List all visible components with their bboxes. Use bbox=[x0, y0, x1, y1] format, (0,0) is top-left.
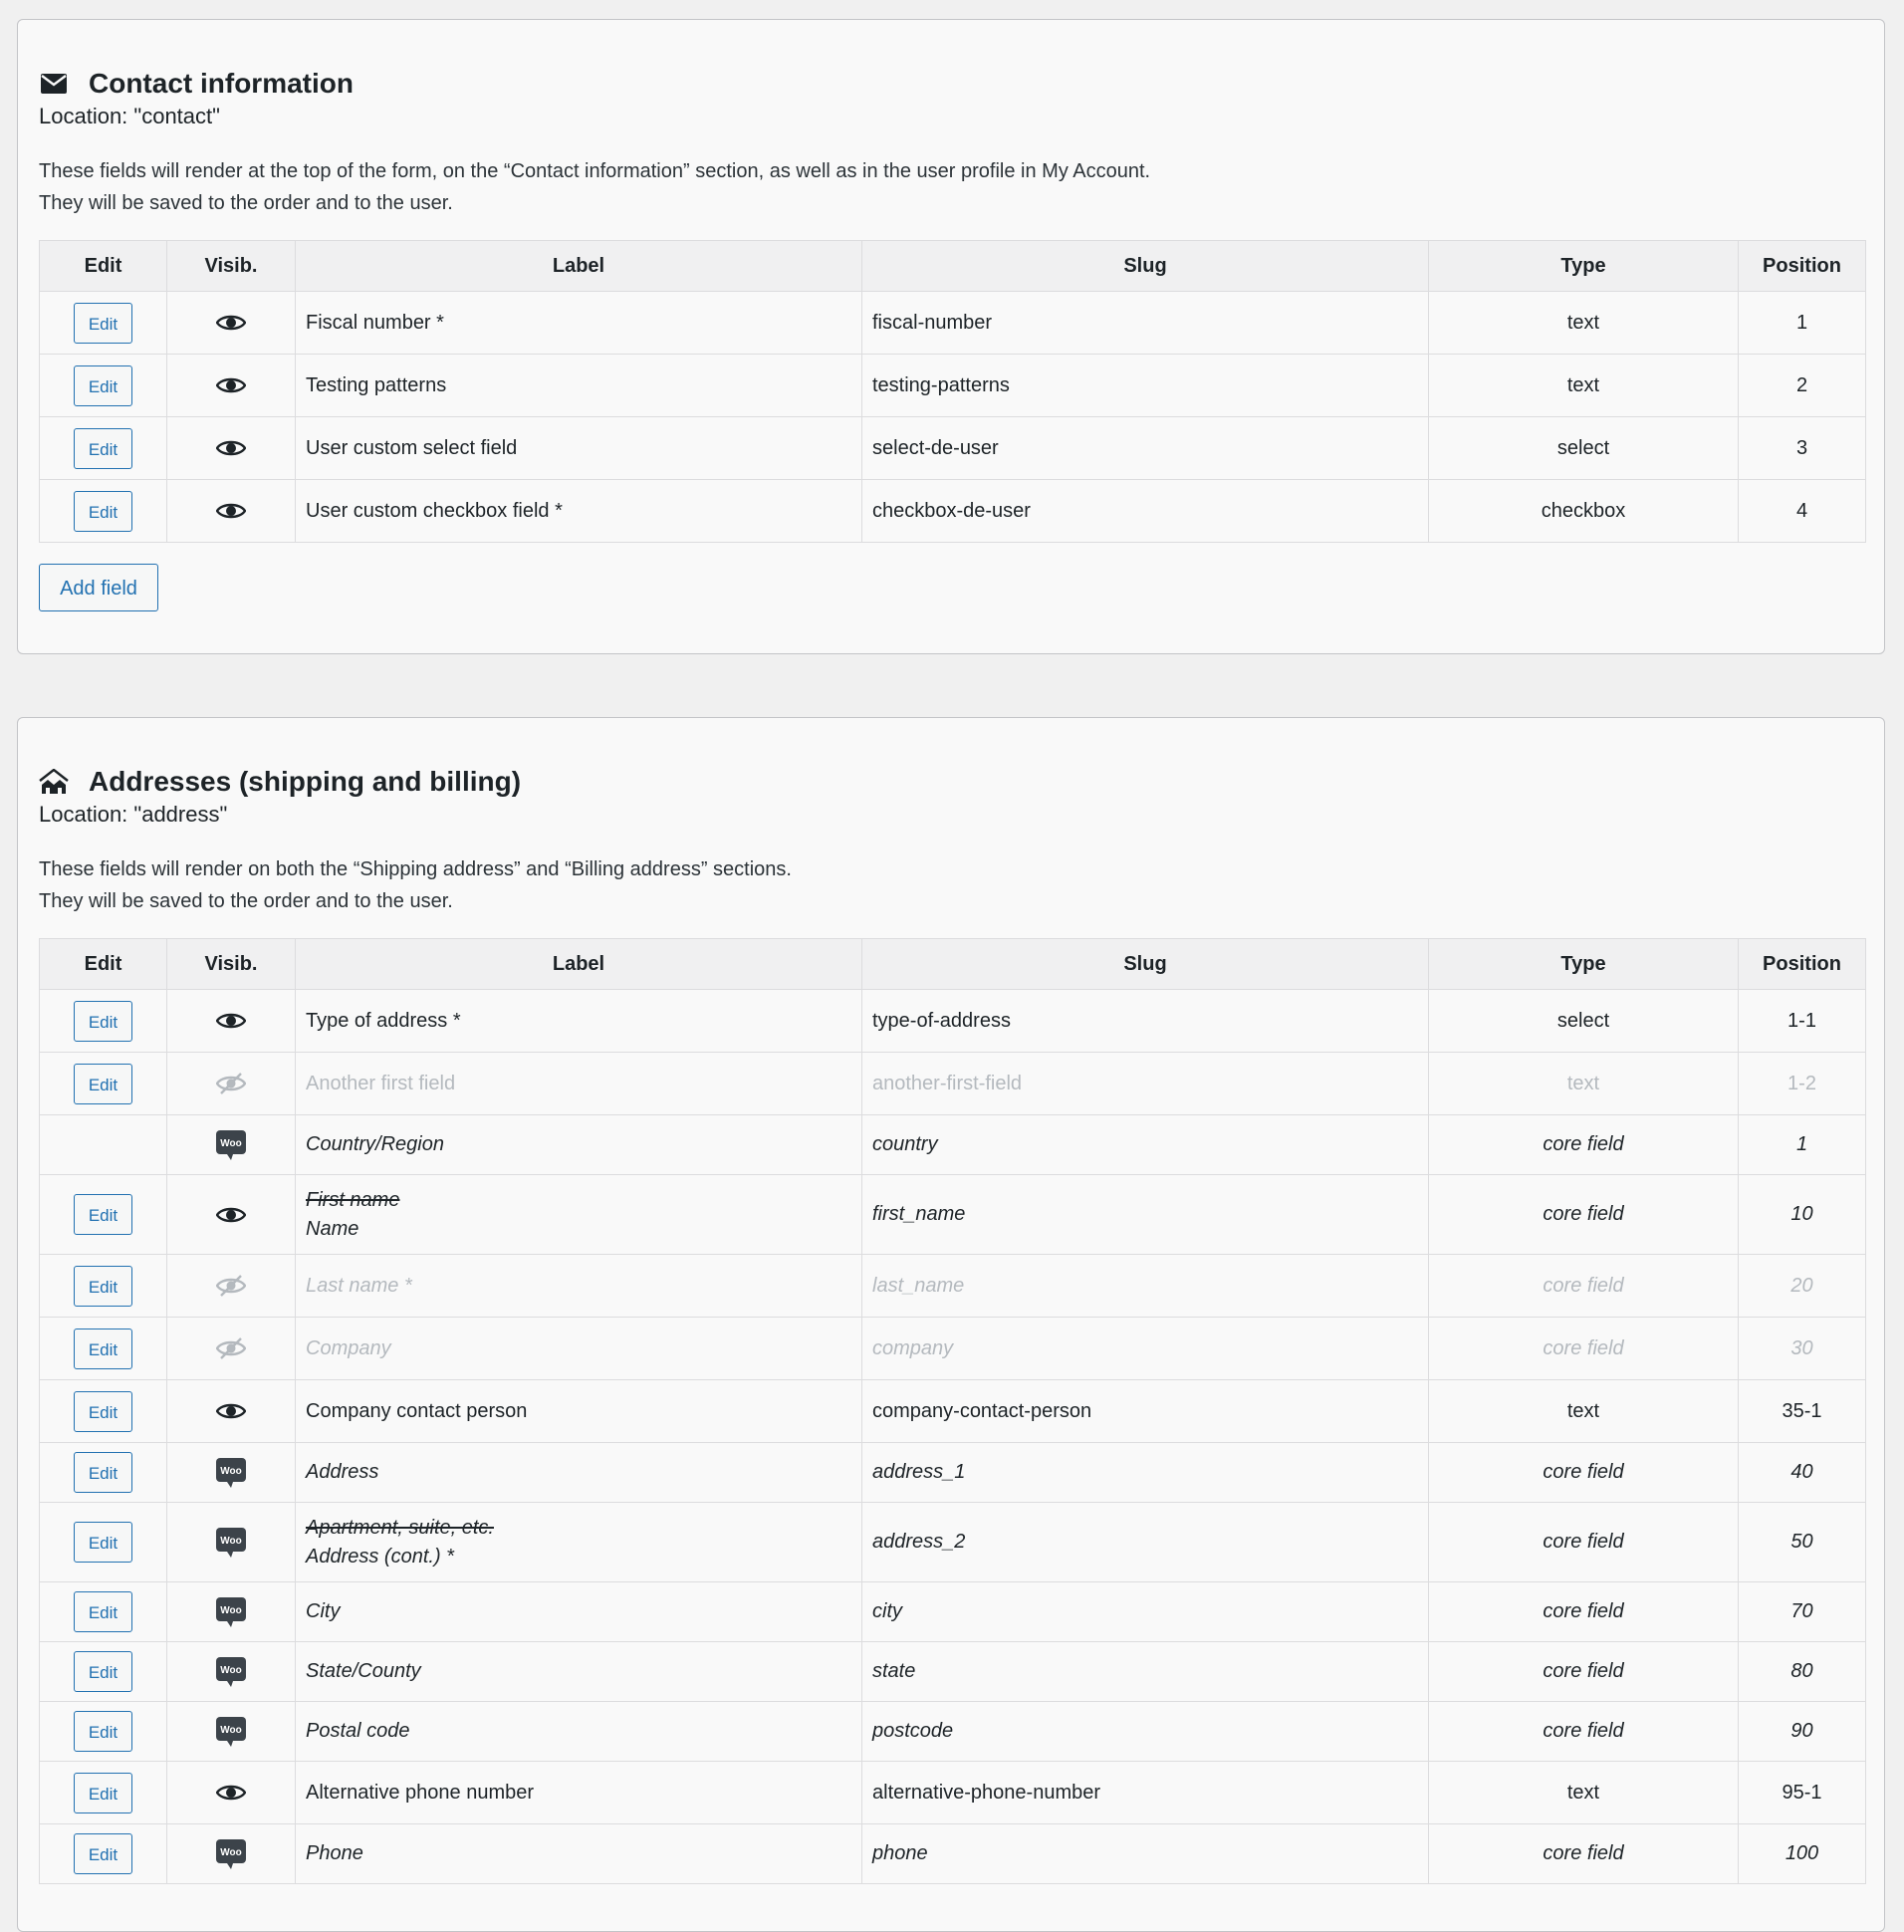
table-row bbox=[40, 480, 1866, 543]
position-cell: 40 bbox=[1739, 1443, 1866, 1503]
edit-button[interactable]: Edit bbox=[74, 1452, 132, 1493]
eye-off-icon[interactable] bbox=[216, 1274, 246, 1298]
label-cell: Country/Region bbox=[296, 1115, 862, 1175]
position-cell: 1-1 bbox=[1739, 990, 1866, 1053]
address-description bbox=[39, 853, 792, 917]
slug-cell: alternative-phone-number bbox=[862, 1762, 1429, 1824]
col-header-position: Position bbox=[1739, 241, 1866, 292]
slug-cell: company-contact-person bbox=[862, 1380, 1429, 1443]
position-cell: 1-2 bbox=[1739, 1053, 1866, 1115]
contact-desc-line2: They will be saved to the order and to the user. bbox=[39, 192, 453, 214]
contact-panel bbox=[17, 19, 1885, 654]
type-cell: core field bbox=[1429, 1824, 1739, 1884]
custom-label: Address (cont.) * bbox=[306, 1545, 454, 1568]
houses-icon bbox=[39, 767, 69, 797]
edit-cell bbox=[40, 1702, 167, 1762]
table-row bbox=[40, 417, 1866, 480]
type-cell: core field bbox=[1429, 1582, 1739, 1642]
table-row bbox=[40, 1503, 1866, 1582]
contact-title-row bbox=[39, 66, 354, 102]
woo-icon bbox=[215, 1527, 247, 1559]
woo-icon bbox=[215, 1838, 247, 1870]
edit-button[interactable]: Edit bbox=[74, 1711, 132, 1752]
edit-cell bbox=[40, 1503, 167, 1582]
eye-icon[interactable] bbox=[216, 438, 246, 458]
col-header-label: Label bbox=[296, 939, 862, 990]
edit-cell bbox=[40, 292, 167, 355]
slug-cell: country bbox=[862, 1115, 1429, 1175]
type-cell: core field bbox=[1429, 1318, 1739, 1380]
visibility-cell bbox=[167, 1380, 296, 1443]
woo-icon bbox=[215, 1656, 247, 1688]
edit-button[interactable]: Edit bbox=[74, 1266, 132, 1307]
label-cell: Phone bbox=[296, 1824, 862, 1884]
table-header-row bbox=[40, 939, 1866, 990]
position-cell: 100 bbox=[1739, 1824, 1866, 1884]
edit-button[interactable]: Edit bbox=[74, 428, 132, 469]
eye-icon[interactable] bbox=[216, 1401, 246, 1421]
visibility-cell bbox=[167, 1824, 296, 1884]
edit-button[interactable]: Edit bbox=[74, 1651, 132, 1692]
edit-cell bbox=[40, 1443, 167, 1503]
type-cell: text bbox=[1429, 355, 1739, 417]
slug-cell: testing-patterns bbox=[862, 355, 1429, 417]
slug-cell: checkbox-de-user bbox=[862, 480, 1429, 543]
position-cell: 20 bbox=[1739, 1255, 1866, 1318]
svg-text:Woo: Woo bbox=[220, 1724, 242, 1736]
edit-cell bbox=[40, 1175, 167, 1255]
type-cell: core field bbox=[1429, 1115, 1739, 1175]
visibility-cell bbox=[167, 990, 296, 1053]
type-cell: checkbox bbox=[1429, 480, 1739, 543]
label-cell: Testing patterns bbox=[296, 355, 862, 417]
slug-cell: first_name bbox=[862, 1175, 1429, 1255]
position-cell: 50 bbox=[1739, 1503, 1866, 1582]
visibility-cell bbox=[167, 417, 296, 480]
label-cell: Company contact person bbox=[296, 1380, 862, 1443]
slug-cell: company bbox=[862, 1318, 1429, 1380]
edit-button[interactable]: Edit bbox=[74, 1591, 132, 1632]
eye-icon[interactable] bbox=[216, 1205, 246, 1225]
position-cell: 10 bbox=[1739, 1175, 1866, 1255]
eye-icon[interactable] bbox=[216, 501, 246, 521]
slug-cell: phone bbox=[862, 1824, 1429, 1884]
edit-cell bbox=[40, 1380, 167, 1443]
edit-cell bbox=[40, 1115, 167, 1175]
table-row bbox=[40, 1824, 1866, 1884]
woo-icon bbox=[215, 1129, 247, 1161]
edit-cell bbox=[40, 1255, 167, 1318]
visibility-cell bbox=[167, 1318, 296, 1380]
table-row bbox=[40, 1702, 1866, 1762]
edit-cell bbox=[40, 990, 167, 1053]
address-location: Location: "address" bbox=[39, 802, 228, 827]
address-title: Addresses (shipping and billing) bbox=[89, 766, 522, 797]
edit-button[interactable]: Edit bbox=[74, 1773, 132, 1813]
col-header-slug: Slug bbox=[862, 241, 1429, 292]
type-cell: text bbox=[1429, 1053, 1739, 1115]
position-cell: 95-1 bbox=[1739, 1762, 1866, 1824]
edit-cell bbox=[40, 1762, 167, 1824]
eye-off-icon[interactable] bbox=[216, 1072, 246, 1095]
table-row bbox=[40, 1318, 1866, 1380]
edit-button[interactable]: Edit bbox=[74, 1001, 132, 1042]
address-panel bbox=[17, 717, 1885, 1932]
label-cell: Company bbox=[296, 1318, 862, 1380]
edit-cell bbox=[40, 1318, 167, 1380]
type-cell: text bbox=[1429, 1380, 1739, 1443]
col-header-visib: Visib. bbox=[167, 939, 296, 990]
position-cell: 70 bbox=[1739, 1582, 1866, 1642]
custom-label: Name bbox=[306, 1217, 359, 1240]
original-label: Apartment, suite, etc. bbox=[306, 1516, 494, 1539]
edit-button[interactable]: Edit bbox=[74, 1064, 132, 1104]
address-fields-table bbox=[39, 938, 1866, 1884]
edit-button[interactable]: Edit bbox=[74, 365, 132, 406]
slug-cell: type-of-address bbox=[862, 990, 1429, 1053]
address-desc-line1: These fields will render on both the “Shipping address” and “Billing address” sections. bbox=[39, 858, 792, 880]
contact-location: Location: "contact" bbox=[39, 104, 220, 128]
visibility-cell bbox=[167, 1115, 296, 1175]
visibility-cell bbox=[167, 1762, 296, 1824]
position-cell: 2 bbox=[1739, 355, 1866, 417]
position-cell: 4 bbox=[1739, 480, 1866, 543]
slug-cell: another-first-field bbox=[862, 1053, 1429, 1115]
label-cell: City bbox=[296, 1582, 862, 1642]
label-cell: User custom select field bbox=[296, 417, 862, 480]
visibility-cell bbox=[167, 1443, 296, 1503]
edit-cell bbox=[40, 355, 167, 417]
slug-cell: address_2 bbox=[862, 1503, 1429, 1582]
slug-cell: fiscal-number bbox=[862, 292, 1429, 355]
label-cell: Postal code bbox=[296, 1702, 862, 1762]
eye-icon[interactable] bbox=[216, 1011, 246, 1031]
visibility-cell bbox=[167, 1642, 296, 1702]
label-cell: Alternative phone number bbox=[296, 1762, 862, 1824]
visibility-cell bbox=[167, 1053, 296, 1115]
eye-off-icon[interactable] bbox=[216, 1336, 246, 1360]
contact-desc-line1: These fields will render at the top of the form, on the “Contact information” section, as well as in the user profile in My Account. bbox=[39, 160, 1151, 182]
type-cell: text bbox=[1429, 1762, 1739, 1824]
col-header-visib: Visib. bbox=[167, 241, 296, 292]
edit-button[interactable]: Edit bbox=[74, 1833, 132, 1874]
eye-icon[interactable] bbox=[216, 1783, 246, 1803]
contact-title: Contact information bbox=[89, 68, 354, 99]
table-header-row bbox=[40, 241, 1866, 292]
edit-button[interactable]: Edit bbox=[74, 1522, 132, 1563]
original-label: First name bbox=[306, 1188, 400, 1211]
table-row bbox=[40, 1053, 1866, 1115]
type-cell: core field bbox=[1429, 1255, 1739, 1318]
visibility-cell bbox=[167, 1175, 296, 1255]
table-row bbox=[40, 1380, 1866, 1443]
contact-fields-table bbox=[39, 240, 1866, 543]
table-row bbox=[40, 1762, 1866, 1824]
svg-text:Woo: Woo bbox=[220, 1664, 242, 1676]
svg-text:Woo: Woo bbox=[220, 1535, 242, 1547]
col-header-edit: Edit bbox=[40, 241, 167, 292]
slug-cell: postcode bbox=[862, 1702, 1429, 1762]
col-header-type: Type bbox=[1429, 939, 1739, 990]
label-cell: State/County bbox=[296, 1642, 862, 1702]
address-title-row bbox=[39, 764, 521, 800]
table-row bbox=[40, 292, 1866, 355]
slug-cell: last_name bbox=[862, 1255, 1429, 1318]
edit-button[interactable]: Edit bbox=[74, 491, 132, 532]
table-row bbox=[40, 1582, 1866, 1642]
type-cell: core field bbox=[1429, 1503, 1739, 1582]
table-row bbox=[40, 1443, 1866, 1503]
envelope-icon bbox=[39, 69, 69, 99]
address-desc-line2: They will be saved to the order and to the user. bbox=[39, 890, 453, 912]
slug-cell: address_1 bbox=[862, 1443, 1429, 1503]
type-cell: core field bbox=[1429, 1702, 1739, 1762]
edit-cell bbox=[40, 480, 167, 543]
type-cell: select bbox=[1429, 417, 1739, 480]
edit-button[interactable]: Edit bbox=[74, 1194, 132, 1235]
col-header-position: Position bbox=[1739, 939, 1866, 990]
table-row bbox=[40, 1642, 1866, 1702]
visibility-cell bbox=[167, 1503, 296, 1582]
woo-icon bbox=[215, 1716, 247, 1748]
visibility-cell bbox=[167, 292, 296, 355]
visibility-cell bbox=[167, 480, 296, 543]
type-cell: core field bbox=[1429, 1175, 1739, 1255]
edit-button[interactable]: Edit bbox=[74, 1328, 132, 1369]
visibility-cell bbox=[167, 1582, 296, 1642]
table-row bbox=[40, 355, 1866, 417]
table-row bbox=[40, 1115, 1866, 1175]
type-cell: core field bbox=[1429, 1443, 1739, 1503]
type-cell: text bbox=[1429, 292, 1739, 355]
woo-icon bbox=[215, 1596, 247, 1628]
col-header-label: Label bbox=[296, 241, 862, 292]
svg-text:Woo: Woo bbox=[220, 1137, 242, 1149]
label-cell: Type of address * bbox=[296, 990, 862, 1053]
label-cell: Another first field bbox=[296, 1053, 862, 1115]
type-cell: select bbox=[1429, 990, 1739, 1053]
slug-cell: select-de-user bbox=[862, 417, 1429, 480]
slug-cell: state bbox=[862, 1642, 1429, 1702]
label-cell: Fiscal number * bbox=[296, 292, 862, 355]
label-cell bbox=[296, 1175, 862, 1255]
eye-icon[interactable] bbox=[216, 375, 246, 395]
edit-button[interactable]: Edit bbox=[74, 303, 132, 344]
position-cell: 80 bbox=[1739, 1642, 1866, 1702]
svg-text:Woo: Woo bbox=[220, 1465, 242, 1477]
col-header-slug: Slug bbox=[862, 939, 1429, 990]
svg-text:Woo: Woo bbox=[220, 1846, 242, 1858]
table-row bbox=[40, 1175, 1866, 1255]
woo-icon bbox=[215, 1457, 247, 1489]
edit-cell bbox=[40, 1582, 167, 1642]
contact-description bbox=[39, 155, 1150, 219]
position-cell: 1 bbox=[1739, 1115, 1866, 1175]
position-cell: 90 bbox=[1739, 1702, 1866, 1762]
label-cell bbox=[296, 1503, 862, 1582]
edit-button[interactable]: Edit bbox=[74, 1391, 132, 1432]
eye-icon[interactable] bbox=[216, 313, 246, 333]
type-cell: core field bbox=[1429, 1642, 1739, 1702]
col-header-type: Type bbox=[1429, 241, 1739, 292]
col-header-edit: Edit bbox=[40, 939, 167, 990]
edit-cell bbox=[40, 1642, 167, 1702]
position-cell: 30 bbox=[1739, 1318, 1866, 1380]
table-row bbox=[40, 1255, 1866, 1318]
visibility-cell bbox=[167, 355, 296, 417]
edit-cell bbox=[40, 417, 167, 480]
label-cell: Last name * bbox=[296, 1255, 862, 1318]
position-cell: 1 bbox=[1739, 292, 1866, 355]
visibility-cell bbox=[167, 1255, 296, 1318]
position-cell: 3 bbox=[1739, 417, 1866, 480]
add-field-button[interactable]: Add field bbox=[39, 564, 158, 611]
svg-text:Woo: Woo bbox=[220, 1604, 242, 1616]
table-row bbox=[40, 990, 1866, 1053]
edit-cell bbox=[40, 1824, 167, 1884]
slug-cell: city bbox=[862, 1582, 1429, 1642]
visibility-cell bbox=[167, 1702, 296, 1762]
label-cell: User custom checkbox field * bbox=[296, 480, 862, 543]
label-cell: Address bbox=[296, 1443, 862, 1503]
edit-cell bbox=[40, 1053, 167, 1115]
position-cell: 35-1 bbox=[1739, 1380, 1866, 1443]
